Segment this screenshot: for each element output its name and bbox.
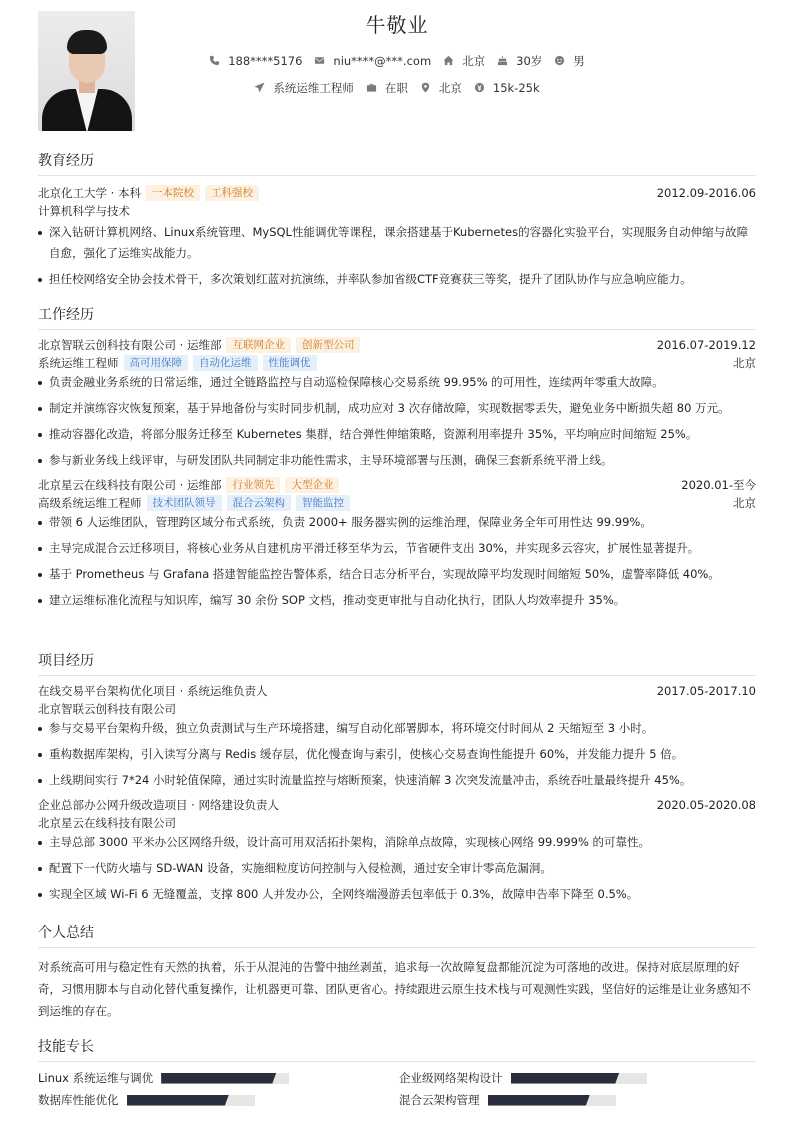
mail-icon xyxy=(314,55,326,67)
project-company-row xyxy=(38,700,756,718)
summary-section xyxy=(38,922,756,1022)
skill-item xyxy=(38,1070,289,1086)
age-text: 30岁 xyxy=(516,54,543,68)
company-tag: 互联网企业 xyxy=(226,337,291,353)
project-title-row xyxy=(38,796,756,814)
list-item: 配置下一代防火墙与 SD-WAN 设备，实施细粒度访问控制与入侵检测，通过安全审计零高危漏洞。 xyxy=(38,858,756,879)
role-tag: 自动化运维 xyxy=(193,355,258,371)
section-title: 项目经历 xyxy=(38,650,756,676)
briefcase-icon xyxy=(366,82,378,94)
job-dates: 2020.01-至今 xyxy=(681,478,756,492)
age-info xyxy=(497,53,542,69)
target-position-info xyxy=(254,80,354,96)
education-section xyxy=(38,150,756,295)
list-item: 建立运维标准化流程与知识库，编写 30 余份 SOP 文档，推动变更审批与自动化执行，团队人均效率提升 35%。 xyxy=(38,590,756,611)
summary-text: 对系统高可用与稳定性有天然的执着，乐于从混沌的告警中抽丝剥茧，追求每一次故障复盘都能沉淀为可落地的改进。保持对底层原理的好奇，习惯用脚本与自动化替代重复操作，让机器更可靠、团队更省心。持续跟进云原生技术栈与可观测性实践，坚信好的运维是让业务感知不到运维的存在。 xyxy=(38,960,751,1018)
gender-text: 男 xyxy=(573,54,585,68)
section-title: 工作经历 xyxy=(38,304,756,330)
salary-info xyxy=(474,81,540,95)
section-title: 教育经历 xyxy=(38,150,756,176)
skill-level-fill xyxy=(161,1073,276,1084)
section-title: 技能专长 xyxy=(38,1036,756,1062)
list-item: 基于 Prometheus 与 Grafana 搭建智能监控告警体系，结合日志分析平台，实现故障平均发现时间缩短 50%，虚警率降低 40%。 xyxy=(38,564,756,585)
contact-row xyxy=(0,53,794,69)
skill-level-bar xyxy=(511,1073,647,1084)
job-role: 高级系统运维工程师 xyxy=(38,496,142,510)
project-title-row xyxy=(38,682,756,700)
major-name: 计算机科学与技术 xyxy=(38,204,130,218)
cake-icon xyxy=(497,55,509,67)
list-item: 参与交易平台架构升级，独立负责测试与生产环境搭建，编写自动化部署脚本，将环境交付时间从 2 天缩短至 3 小时。 xyxy=(38,718,756,739)
project-name: 企业总部办公网升级改造项目 · 网络建设负责人 xyxy=(38,798,279,812)
skills-grid xyxy=(38,1070,756,1120)
company-name: 北京星云在线科技有限公司 · 运维部 xyxy=(38,478,222,492)
job-role: 系统运维工程师 xyxy=(38,356,119,370)
list-item: 实现全区域 Wi-Fi 6 无缝覆盖，支撑 800 人并发办公，全网终端漫游丢包率低于 0.3%，故障申告率下降至 0.5%。 xyxy=(38,884,756,905)
work-section xyxy=(38,304,756,616)
salary-text: 15k-25k xyxy=(492,81,540,95)
project-bullets xyxy=(38,718,756,791)
job-intent-row xyxy=(0,80,794,96)
location-pin-icon xyxy=(420,82,432,94)
job-city: 北京 xyxy=(733,356,756,370)
candidate-name: 牛敬业 xyxy=(365,13,429,37)
money-icon xyxy=(474,82,486,94)
skill-level-bar xyxy=(127,1095,255,1106)
role-tag: 技术团队领导 xyxy=(147,495,222,511)
employment-status-info xyxy=(366,80,408,96)
role-tag: 混合云架构 xyxy=(227,495,292,511)
project-entry xyxy=(38,796,756,905)
job-company-row xyxy=(38,476,756,494)
role-tag: 性能调优 xyxy=(263,355,317,371)
list-item: 主导完成混合云迁移项目，将核心业务从自建机房平滑迁移至华为云，节省硬件支出 30%，并实现多云容灾，扩展性显著提升。 xyxy=(38,538,756,559)
project-company: 北京星云在线科技有限公司 xyxy=(38,816,176,830)
list-item: 深入钻研计算机网络、Linux系统管理、MySQL性能调优等课程，课余搭建基于Kubernetes的容器化实验平台，实现服务自动伸缩与故障自愈，强化了运维实战能力。 xyxy=(38,222,756,264)
send-icon xyxy=(254,82,266,94)
email-text: niu****@***.com xyxy=(333,54,432,68)
skill-item xyxy=(38,1092,255,1108)
skill-level-bar xyxy=(488,1095,616,1106)
company-name: 北京智联云创科技有限公司 · 运维部 xyxy=(38,338,222,352)
residence-info xyxy=(443,53,485,69)
target-position-text: 系统运维工程师 xyxy=(273,81,354,95)
skill-item xyxy=(399,1092,616,1108)
skill-name: 数据库性能优化 xyxy=(38,1093,119,1107)
gender-icon xyxy=(554,55,566,67)
role-tag: 高可用保障 xyxy=(124,355,189,371)
project-entry xyxy=(38,682,756,791)
skill-item xyxy=(399,1070,647,1086)
skill-name: 企业级网络架构设计 xyxy=(399,1071,503,1085)
list-item: 上线期间实行 7*24 小时轮值保障，通过实时流量监控与熔断预案，快速消解 3 次突发流量冲击，系统吞吐量最终提升 45%。 xyxy=(38,770,756,791)
school-tag: 一本院校 xyxy=(146,185,200,201)
projects-section xyxy=(38,650,756,910)
job-entry xyxy=(38,476,756,611)
email-info xyxy=(314,54,431,68)
skill-level-bar xyxy=(161,1073,289,1084)
school-name: 北京化工大学 · 本科 xyxy=(38,186,141,200)
company-tag: 行业领先 xyxy=(226,477,280,493)
phone-icon xyxy=(209,55,221,67)
project-company: 北京智联云创科技有限公司 xyxy=(38,702,176,716)
section-title: 个人总结 xyxy=(38,922,756,948)
phone-info xyxy=(209,54,302,68)
job-role-row xyxy=(38,494,756,512)
phone-text: 188****5176 xyxy=(228,54,303,68)
list-item: 推动容器化改造，将部分服务迁移至 Kubernetes 集群，结合弹性伸缩策略，资源利用率提升 35%，平均响应时间缩短 25%。 xyxy=(38,424,756,445)
list-item: 制定并演练容灾恢复预案，基于异地备份与实时同步机制，成功应对 3 次存储故障，实现数据零丢失，避免业务中断损失超 80 万元。 xyxy=(38,398,756,419)
education-dates: 2012.09-2016.06 xyxy=(656,186,756,200)
gender-info xyxy=(554,53,585,69)
job-dates: 2016.07-2019.12 xyxy=(656,338,756,352)
job-city: 北京 xyxy=(733,496,756,510)
skill-level-fill xyxy=(511,1073,620,1084)
residence-text: 北京 xyxy=(462,54,486,68)
list-item: 带领 6 人运维团队，管理跨区域分布式系统，负责 2000+ 服务器实例的运维治理，保障业务全年可用性达 99.99%。 xyxy=(38,512,756,533)
school-tag: 工科强校 xyxy=(205,185,259,201)
education-bullets xyxy=(38,222,756,290)
project-dates: 2017.05-2017.10 xyxy=(656,684,756,698)
project-dates: 2020.05-2020.08 xyxy=(656,798,756,812)
list-item: 主导总部 3000 平米办公区网络升级，设计高可用双活拓扑架构，消除单点故障，实现核心网络 99.999% 的可靠性。 xyxy=(38,832,756,853)
job-bullets xyxy=(38,512,756,611)
skills-section xyxy=(38,1036,756,1120)
job-role-row xyxy=(38,354,756,372)
education-header-row xyxy=(38,184,756,202)
home-icon xyxy=(443,55,455,67)
role-tag: 智能监控 xyxy=(296,495,350,511)
skill-name: 混合云架构管理 xyxy=(399,1093,480,1107)
list-item: 参与新业务线上线评审，与研发团队共同制定非功能性需求，主导环境部署与压测，确保三套新系统平滑上线。 xyxy=(38,450,756,471)
target-city-text: 北京 xyxy=(438,81,462,95)
list-item: 负责金融业务系统的日常运维，通过全链路监控与自动巡检保障核心交易系统 99.95% 的可用性，连续两年零重大故障。 xyxy=(38,372,756,393)
project-bullets xyxy=(38,832,756,905)
company-tag: 创新型公司 xyxy=(296,337,361,353)
target-city-info xyxy=(420,80,462,96)
list-item: 重构数据库架构，引入读写分离与 Redis 缓存层，优化慢查询与索引，使核心交易查询性能提升 60%，并发能力提升 5 倍。 xyxy=(38,744,756,765)
employment-status-text: 在职 xyxy=(384,81,408,95)
list-item: 担任校网络安全协会技术骨干，多次策划红蓝对抗演练，并率队参加省级CTF竞赛获三等奖，提升了团队协作与应急响应能力。 xyxy=(38,269,756,290)
job-bullets xyxy=(38,372,756,471)
company-tag: 大型企业 xyxy=(285,477,339,493)
project-company-row xyxy=(38,814,756,832)
resume-header xyxy=(38,0,756,140)
skill-name: Linux 系统运维与调优 xyxy=(38,1071,154,1085)
major-row xyxy=(38,202,756,220)
job-company-row xyxy=(38,336,756,354)
skill-level-fill xyxy=(488,1095,590,1106)
project-name: 在线交易平台架构优化项目 · 系统运维负责人 xyxy=(38,684,268,698)
job-entry xyxy=(38,336,756,471)
skill-level-fill xyxy=(127,1095,229,1106)
